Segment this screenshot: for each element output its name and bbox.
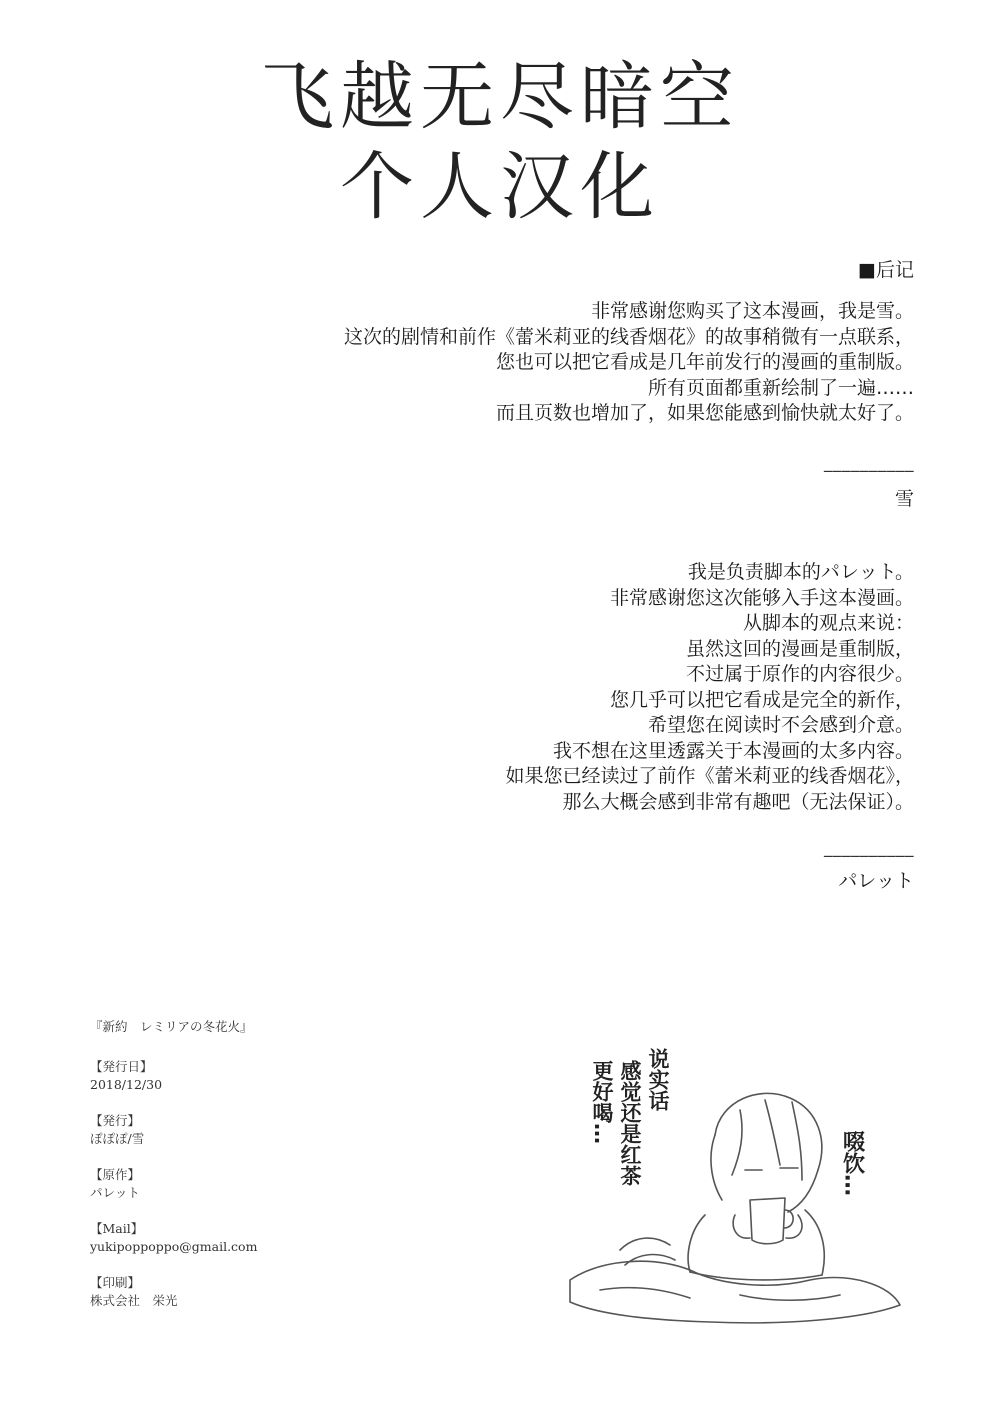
colophon-label: 【原作】	[90, 1167, 141, 1182]
note-line: 您几乎可以把它看成是完全的新作，	[609, 688, 914, 711]
colophon-entry	[90, 1166, 257, 1202]
speech-bubble-right	[840, 1130, 865, 1196]
colophon-entry	[90, 1112, 257, 1148]
note-line: 而且页数也增加了，如果您能感到愉快就太好了。	[495, 402, 914, 424]
colophon-label: 【発行】	[90, 1113, 141, 1128]
note-line: 所有页面都重新绘制了一遍……	[647, 376, 914, 399]
page-title-line1: 飞越无尽暗空	[260, 54, 740, 140]
colophon-label: 【印刷】	[90, 1275, 141, 1290]
author-note-palette	[505, 560, 914, 815]
note-line: 如果您已经读过了前作《蕾米莉亚的线香烟花》，	[505, 765, 914, 787]
chibi-character-drinking-tea-illustration	[540, 1040, 940, 1330]
note-line: 不过属于原作的内容很少。	[685, 663, 914, 685]
speech-column: 啜饮…	[839, 1130, 865, 1196]
speech-column: 更好喝…	[590, 1060, 614, 1144]
note-line: 这次的剧情和前作《蕾米莉亚的线香烟花》的故事稍微有一点联系，	[343, 325, 914, 348]
colophon-entry	[90, 1274, 257, 1310]
note-line: 那么大概会感到非常有趣吧（无法保证）。	[562, 790, 914, 813]
speech-column: 感觉还是红茶	[618, 1060, 642, 1186]
afterword-heading: ■后记	[858, 259, 914, 281]
colophon-label: 【発行日】	[90, 1059, 153, 1074]
note-line: 希望您在阅读时不会感到介意。	[647, 714, 914, 736]
note-line: 非常感谢您购买了这本漫画，我是雪。	[590, 300, 914, 322]
signature-rule: __________	[824, 838, 914, 858]
note-line: 我不想在这里透露关于本漫画的太多内容。	[552, 739, 914, 762]
colophon-entry	[90, 1058, 257, 1094]
note-line: 从脚本的观点来说：	[742, 612, 914, 634]
colophon-value: 株式会社 栄光	[90, 1293, 178, 1308]
note-line: 虽然这回的漫画是重制版，	[685, 637, 914, 660]
signature-yuki: 雪	[894, 488, 914, 510]
note-line: 非常感谢您这次能够入手这本漫画。	[609, 586, 914, 609]
colophon-value: ぽぽぽ/雪	[90, 1131, 145, 1146]
author-note-yuki	[344, 299, 914, 427]
colophon	[90, 1018, 257, 1328]
speech-bubble-left	[590, 1048, 670, 1187]
speech-column: 说实话	[646, 1048, 670, 1111]
note-line: 您也可以把它看成是几年前发行的漫画的重制版。	[495, 351, 914, 373]
signature-palette: パレット	[838, 870, 914, 892]
signature-rule: __________	[824, 453, 914, 473]
colophon-value: yukipoppoppo@gmail.com	[90, 1239, 258, 1254]
colophon-book-title: 『新約 レミリアの冬花火』	[90, 1019, 253, 1034]
colophon-label: 【Mail】	[90, 1221, 144, 1236]
page-title-line2: 个人汉化	[340, 144, 660, 230]
colophon-value: パレット	[90, 1185, 140, 1200]
colophon-value: 2018/12/30	[90, 1077, 163, 1092]
colophon-entry	[90, 1220, 257, 1256]
note-line: 我是负责脚本的パレット。	[687, 561, 914, 583]
